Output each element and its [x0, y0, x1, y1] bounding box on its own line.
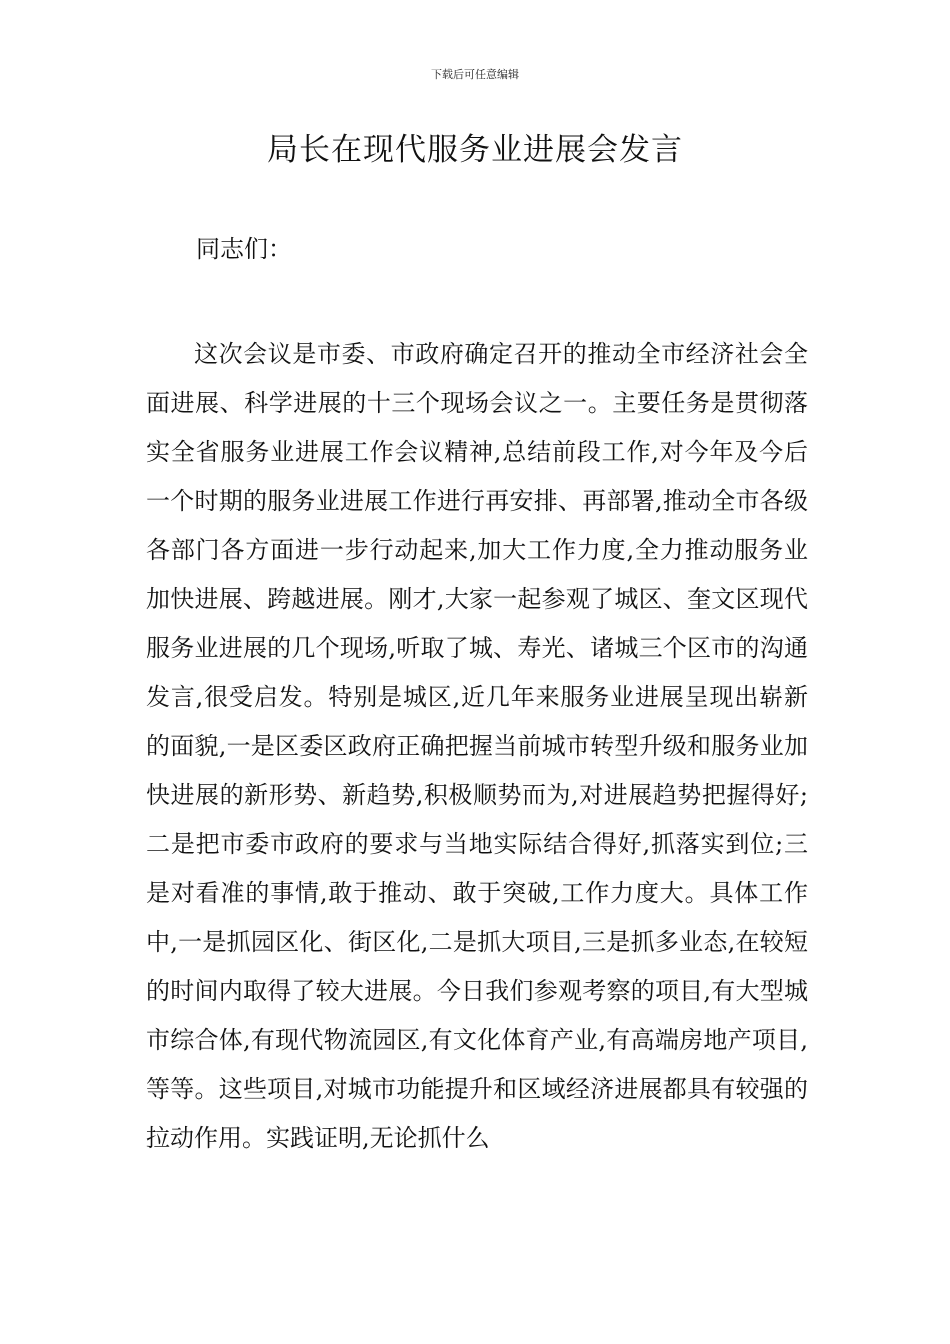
document-title: 局长在现代服务业进展会发言 [267, 132, 683, 168]
header-note: 下载后可任意编辑 [431, 68, 519, 81]
body-paragraph: 这次会议是市委、市政府确定召开的推动全市经济社会全面进展、科学进展的十三个现场会议之一。主要任务是贯彻落实全省服务业进展工作会议精神,总结前段工作,对今年及今后一个时期的服务业进展工作进行再安排、再部署,推动全市各级各部门各方面进一步行动起来,加大工作力度,全力推动服务业加快进展、跨越进展。刚才,大家一起参观了城区、奎文区现代服务业进展的几个现场,听取了城、寿光、诸城三个区市的沟通发言,很受启发。特别是城区,近几年来服务业进展呈现出崭新的面貌,一是区委区政府正确把握当前城市转型升级和服务业加快进展的新形势、新趋势,积极顺势而为,对进展趋势把握得好;二是把市委市政府的要求与当地实际结合得好,抓落实到位;三是对看准的事情,敢于推动、敢于突破,工作力度大。具体工作中,一是抓园区化、街区化,二是抓大项目,三是抓多业态,在较短的时间内取得了较大进展。今日我们参观考察的项目,有大型城市综合体,有现代物流园区,有文化体育产业,有高端房地产项目,等等。这些项目,对城市功能提升和区域经济进展都具有较强的拉动作用。实践证明,无论抓什么 [146, 340, 808, 1152]
salutation: 同志们： [196, 235, 292, 263]
